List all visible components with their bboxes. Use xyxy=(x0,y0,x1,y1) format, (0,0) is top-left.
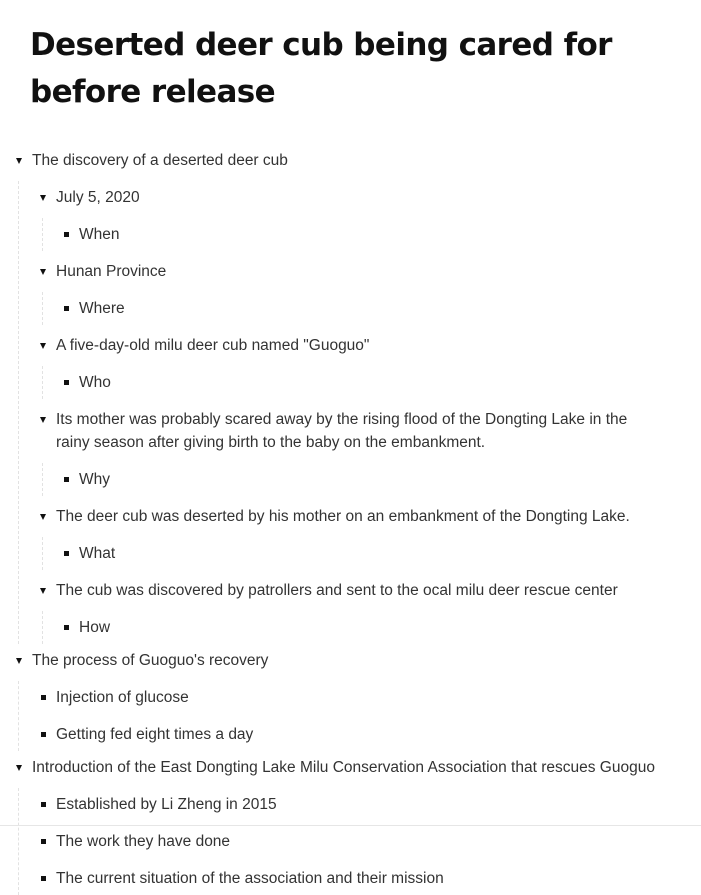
outline-item-label[interactable]: Why xyxy=(79,471,110,488)
square-bullet-icon xyxy=(64,625,69,630)
collapse-toggle[interactable] xyxy=(38,505,48,528)
outline-item-label[interactable]: The work they have done xyxy=(56,833,231,850)
bullet[interactable] xyxy=(61,616,71,639)
bullet[interactable] xyxy=(38,723,48,746)
bullet[interactable] xyxy=(38,793,48,816)
outline-item-label[interactable]: Getting fed eight times a day xyxy=(56,726,254,743)
divider xyxy=(0,825,701,826)
outline-row[interactable] xyxy=(0,292,701,325)
outline-item-feeding xyxy=(0,718,701,751)
outline-children xyxy=(0,463,701,496)
bullet[interactable] xyxy=(61,223,71,246)
collapse-toggle[interactable] xyxy=(38,260,48,283)
square-bullet-icon xyxy=(64,232,69,237)
outline-item-label[interactable]: When xyxy=(79,226,120,243)
square-bullet-icon xyxy=(64,477,69,482)
outline-item-recovery xyxy=(0,644,701,751)
page-title: Deserted deer cub being cared for before release xyxy=(30,27,612,110)
outline-children xyxy=(0,218,701,251)
outline-item-label[interactable]: Injection of glucose xyxy=(56,689,189,706)
outline-item-when xyxy=(0,218,701,251)
outline-item-date xyxy=(0,181,701,251)
outline-item-label[interactable]: The deer cub was deserted by his mother on an embankment of the Dongting Lake. xyxy=(56,508,630,525)
outline-item-location xyxy=(0,255,701,325)
outline-row[interactable] xyxy=(0,144,701,177)
outline-item-work xyxy=(0,825,701,858)
outline-row[interactable] xyxy=(0,751,701,784)
collapse-toggle[interactable] xyxy=(38,408,48,431)
outline-tree xyxy=(0,144,701,895)
collapse-toggle[interactable] xyxy=(38,579,48,602)
outline-row[interactable] xyxy=(0,681,701,714)
triangle-down-icon xyxy=(40,343,46,349)
outline-item-why xyxy=(0,463,701,496)
outline-row[interactable] xyxy=(0,403,701,459)
outline-row[interactable] xyxy=(0,825,701,858)
outline-item-label[interactable]: The process of Guoguo's recovery xyxy=(32,652,269,669)
outline-item-method xyxy=(0,574,701,644)
outline-item-label[interactable]: Who xyxy=(79,374,111,391)
square-bullet-icon xyxy=(41,876,46,881)
triangle-down-icon xyxy=(40,195,46,201)
square-bullet-icon xyxy=(64,551,69,556)
triangle-down-icon xyxy=(40,588,46,594)
outline-item-label[interactable]: The discovery of a deserted deer cub xyxy=(32,152,288,169)
outline-item-mission xyxy=(0,862,701,895)
square-bullet-icon xyxy=(64,380,69,385)
outline-item-what xyxy=(0,537,701,570)
bullet[interactable] xyxy=(38,867,48,890)
outline-row[interactable] xyxy=(0,644,701,677)
square-bullet-icon xyxy=(64,306,69,311)
outline-row[interactable] xyxy=(0,574,701,607)
outline-item-label[interactable]: Hunan Province xyxy=(56,263,167,280)
outline-item-label[interactable]: Where xyxy=(79,300,125,317)
outline-children xyxy=(0,366,701,399)
triangle-down-icon xyxy=(16,765,22,771)
outline-row[interactable] xyxy=(0,862,701,895)
outline-item-event xyxy=(0,500,701,570)
square-bullet-icon xyxy=(41,802,46,807)
bullet[interactable] xyxy=(61,542,71,565)
outline-item-association xyxy=(0,751,701,895)
outline-item-label[interactable]: Its mother was probably scared away by the rising flood of the Dongting Lake in the rainy season after giving birth to the baby on the embankment. xyxy=(56,411,628,451)
triangle-down-icon xyxy=(16,158,22,164)
collapse-toggle[interactable] xyxy=(14,756,24,779)
triangle-down-icon xyxy=(40,514,46,520)
collapse-toggle[interactable] xyxy=(14,649,24,672)
outline-children xyxy=(0,788,701,895)
outline-item-label[interactable]: A five-day-old milu deer cub named "Guoguo" xyxy=(56,337,370,354)
outline-item-reason xyxy=(0,403,701,496)
outline-item-subject xyxy=(0,329,701,399)
outline-children xyxy=(0,537,701,570)
outline-row[interactable] xyxy=(0,611,701,644)
outline-item-how xyxy=(0,611,701,644)
bullet[interactable] xyxy=(61,297,71,320)
outline-item-label[interactable]: What xyxy=(79,545,116,562)
outline-row[interactable] xyxy=(0,218,701,251)
bullet[interactable] xyxy=(61,371,71,394)
bullet[interactable] xyxy=(38,830,48,853)
outline-row[interactable] xyxy=(0,255,701,288)
outline-item-label[interactable]: Established by Li Zheng in 2015 xyxy=(56,796,277,813)
outline-row[interactable] xyxy=(0,329,701,362)
triangle-down-icon xyxy=(40,269,46,275)
outline-item-label[interactable]: The current situation of the association and their mission xyxy=(56,870,444,887)
outline-row[interactable] xyxy=(0,537,701,570)
outline-children xyxy=(0,292,701,325)
outline-row[interactable] xyxy=(0,788,701,821)
triangle-down-icon xyxy=(40,417,46,423)
outline-item-glucose xyxy=(0,681,701,714)
outline-item-where xyxy=(0,292,701,325)
bullet[interactable] xyxy=(61,468,71,491)
outline-item-label[interactable]: Introduction of the East Dongting Lake Milu Conservation Association that rescues Guoguo xyxy=(32,759,655,776)
bullet[interactable] xyxy=(38,686,48,709)
outline-item-label[interactable]: The cub was discovered by patrollers and sent to the ocal milu deer rescue center xyxy=(56,582,618,599)
outline-row[interactable] xyxy=(0,366,701,399)
outline-children xyxy=(0,181,701,644)
outline-item-established xyxy=(0,788,701,821)
outline-item-who xyxy=(0,366,701,399)
outline-row[interactable] xyxy=(0,500,701,533)
collapse-toggle[interactable] xyxy=(14,149,24,172)
triangle-down-icon xyxy=(16,658,22,664)
outline-children xyxy=(0,681,701,751)
square-bullet-icon xyxy=(41,732,46,737)
outline-children xyxy=(0,611,701,644)
outline-row[interactable] xyxy=(0,181,701,214)
outline-item-label[interactable]: How xyxy=(79,619,111,636)
outline-item-label[interactable]: July 5, 2020 xyxy=(56,189,140,206)
square-bullet-icon xyxy=(41,839,46,844)
square-bullet-icon xyxy=(41,695,46,700)
collapse-toggle[interactable] xyxy=(38,186,48,209)
collapse-toggle[interactable] xyxy=(38,334,48,357)
outline-row[interactable] xyxy=(0,463,701,496)
outline-row[interactable] xyxy=(0,718,701,751)
outline-item-discovery xyxy=(0,144,701,644)
